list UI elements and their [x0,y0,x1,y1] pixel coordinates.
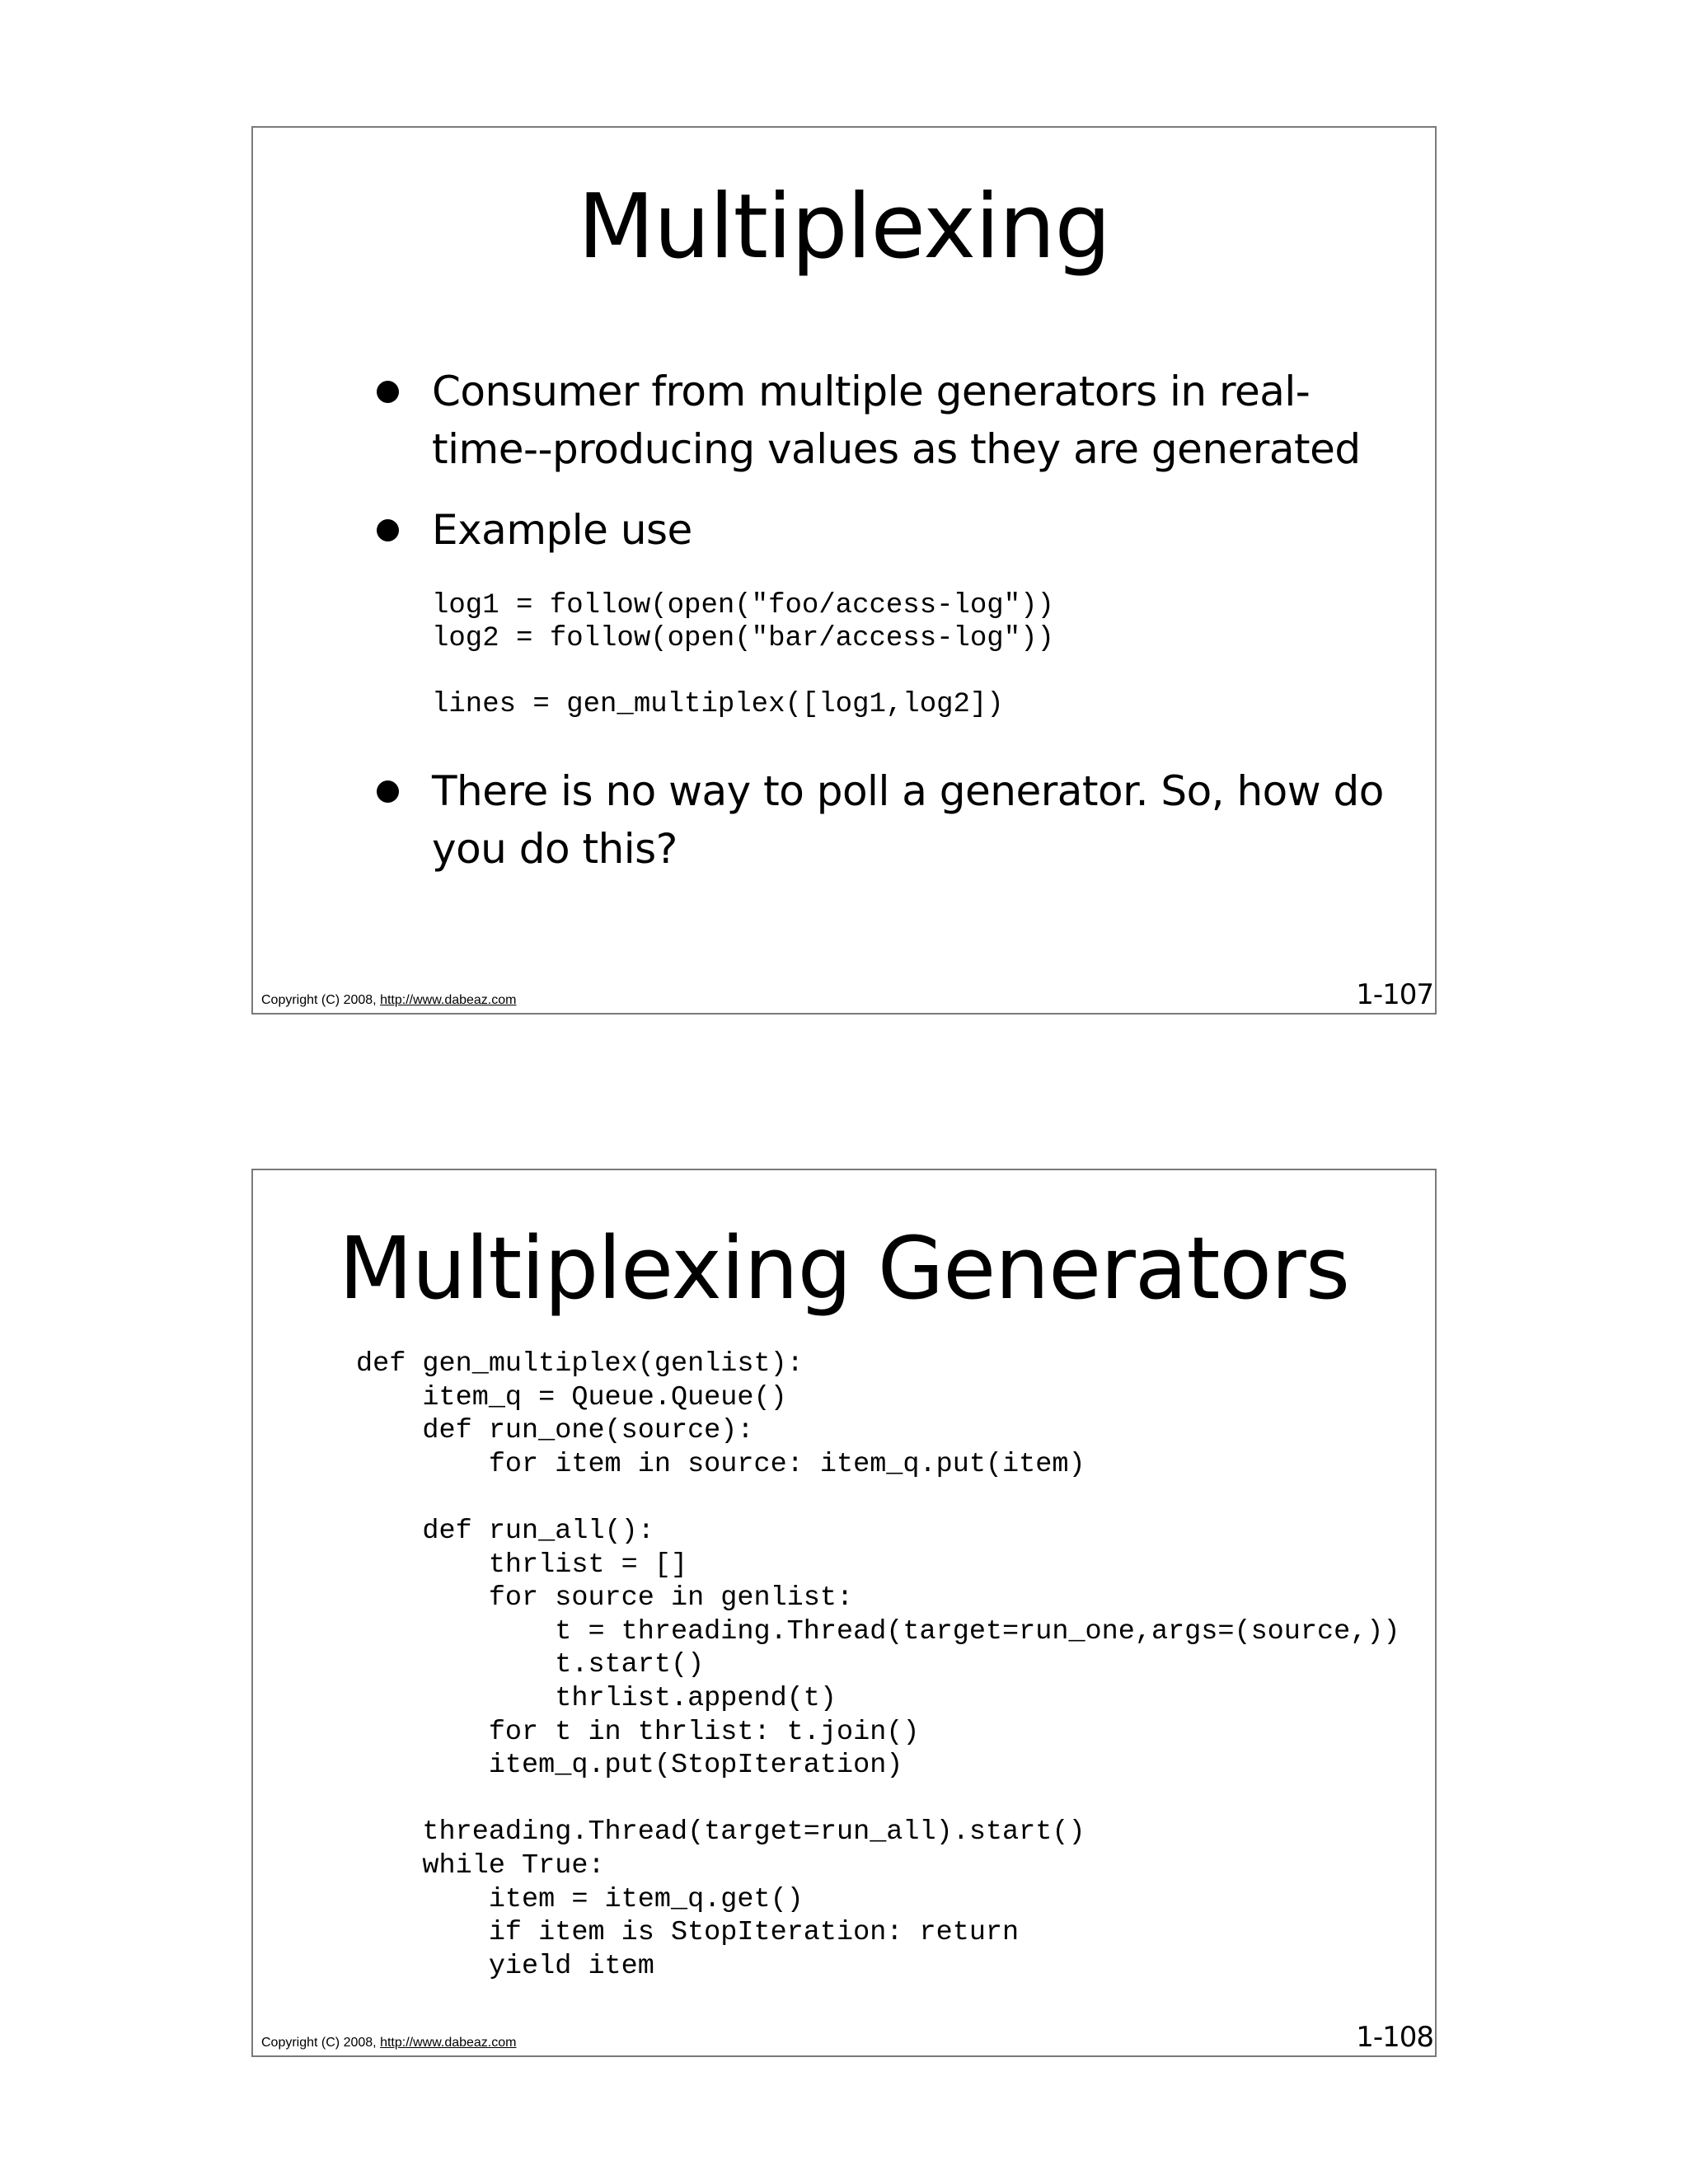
bullet-text: Consumer from multiple generators in real-time--producing values as they are generated [432,368,1361,473]
bullet-text: Example use [432,506,692,554]
bullet-dot-icon [377,780,399,803]
copyright-notice [261,2036,516,2050]
slide-107 [251,126,1437,1015]
slide-number: 1-108 [1356,2021,1433,2054]
code-listing: def gen_multiplex(genlist): item_q = Queue.Queue() def run_one(source): for item in source: item_q.put(item) def run_all(): thrlist = [] for source in genlist: t = threading.Thread(target=run_one,args=(source,)) t.start() thrlist.append(t) for t in thrlist: t.join() item_q.put(StopIteration) threading.Thread(target=run_all).start() while True: item = item_q.get() if item is StopIteration: return yield item [356,1348,1400,1982]
copyright-text: Copyright (C) 2008, [261,993,381,1007]
slide-108 [251,1169,1437,2057]
bullet-dot-icon [377,519,399,541]
copyright-notice [261,993,516,1008]
slide-number: 1-107 [1356,978,1433,1011]
website-link[interactable]: http://www.dabeaz.com [380,2036,517,2050]
slide-title: Multiplexing Generators [338,1218,1349,1319]
copyright-text: Copyright (C) 2008, [261,2036,381,2050]
website-link[interactable]: http://www.dabeaz.com [380,993,517,1007]
bullet-dot-icon [377,381,399,403]
code-example: log1 = follow(open("foo/access-log")) log2 = follow(open("bar/access-log")) lines = gen_multiplex([log1,log2]) [432,590,1054,720]
slide-title: Multiplexing [577,176,1111,279]
bullet-text: There is no way to poll a generator. So, how do you do this? [432,767,1384,873]
